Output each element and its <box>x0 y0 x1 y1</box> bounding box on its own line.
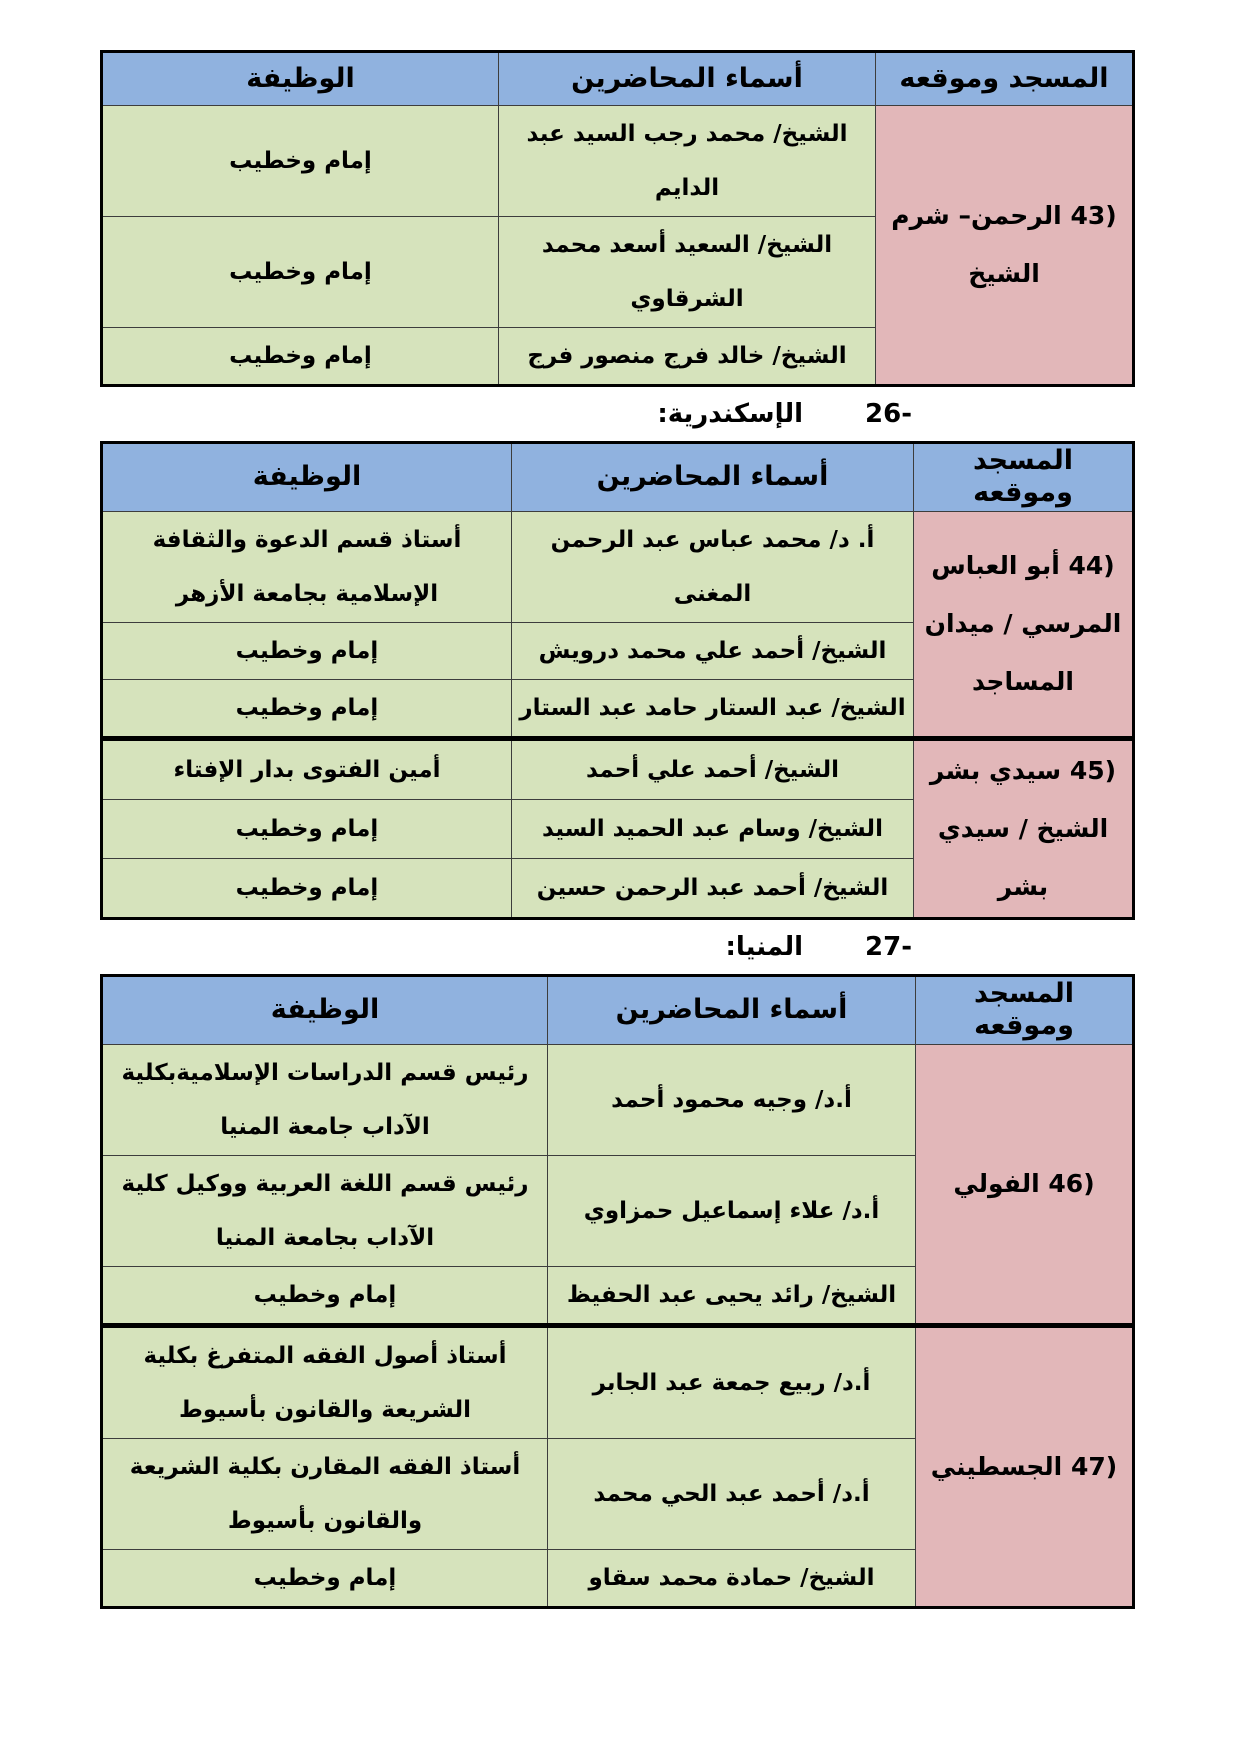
mosque-number: 47) <box>1070 1451 1118 1481</box>
mosque-location-cell <box>914 511 1134 738</box>
role-cell: إمام وخطيب <box>102 622 512 679</box>
lecturer-name-cell: أ. د/ محمد عباس عبد الرحمن المغنى <box>512 511 914 622</box>
column-header-mosque: المسجد وموقعه <box>916 975 1134 1044</box>
mosque-name: الجسطيني <box>930 1451 1063 1481</box>
role-cell: أستاذ أصول الفقه المتفرغ بكلية الشريعة والقانون بأسيوط <box>102 1325 548 1438</box>
role-cell: أستاذ الفقه المقارن بكلية الشريعة والقانون بأسيوط <box>102 1438 548 1549</box>
mosques-table-sharm <box>100 50 1135 387</box>
lecturer-name-cell: الشيخ/ وسام عبد الحميد السيد <box>512 799 914 858</box>
mosque-location-cell <box>914 738 1134 918</box>
mosque-location-cell <box>916 1044 1134 1325</box>
document-content <box>100 50 1132 1609</box>
column-header-lecturers: أسماء المحاضرين <box>499 52 876 106</box>
section-heading-minya <box>100 920 1132 974</box>
table-row <box>102 738 1134 799</box>
mosque-location-cell <box>916 1325 1134 1607</box>
lecturer-name-cell: الشيخ/ عبد الستار حامد عبد الستار <box>512 679 914 738</box>
mosque-name: الرحمن– شرم الشيخ <box>891 201 1062 288</box>
role-cell: إمام وخطيب <box>102 1549 548 1607</box>
role-cell: إمام وخطيب <box>102 858 512 918</box>
lecturer-name-cell: الشيخ/ حمادة محمد سقاو <box>548 1549 916 1607</box>
lecturer-name-cell: أ.د/ علاء إسماعيل حمزاوي <box>548 1155 916 1266</box>
role-cell: إمام وخطيب <box>102 1266 548 1325</box>
lecturer-name-cell: الشيخ/ السعيد أسعد محمد الشرقاوي <box>499 217 876 328</box>
mosque-number: 43) <box>1070 201 1117 230</box>
lecturer-name-cell: أ.د/ وجيه محمود أحمد <box>548 1044 916 1155</box>
column-header-mosque: المسجد وموقعه <box>914 443 1134 512</box>
mosque-name: الفولي <box>953 1168 1040 1198</box>
mosques-table-minya <box>100 974 1135 1609</box>
mosque-number: 45) <box>1069 755 1117 785</box>
table-header-row <box>102 975 1134 1044</box>
lecturer-name-cell: الشيخ/ خالد فرج منصور فرج <box>499 328 876 386</box>
lecturer-name-cell: الشيخ/ أحمد عبد الرحمن حسين <box>512 858 914 918</box>
column-header-lecturers: أسماء المحاضرين <box>512 443 914 512</box>
lecturer-name-cell: الشيخ/ أحمد علي محمد درويش <box>512 622 914 679</box>
section-title: الإسكندرية: <box>657 399 804 429</box>
mosque-location-cell <box>876 106 1134 386</box>
column-header-position: الوظيفة <box>102 52 499 106</box>
role-cell: إمام وخطيب <box>102 799 512 858</box>
table-row <box>102 511 1134 622</box>
lecturer-name-cell: أ.د/ أحمد عبد الحي محمد <box>548 1438 916 1549</box>
mosque-name: سيدي بشر الشيخ / سيدي بشر <box>929 755 1109 901</box>
lecturer-name-cell: أ.د/ ربيع جمعة عبد الجابر <box>548 1325 916 1438</box>
table-header-row <box>102 52 1134 106</box>
role-cell: رئيس قسم الدراسات الإسلاميةبكلية الآداب جامعة المنيا <box>102 1044 548 1155</box>
lecturer-name-cell: الشيخ/ محمد رجب السيد عبد الدايم <box>499 106 876 217</box>
mosque-name: أبو العباس المرسي / ميدان المساجد <box>924 550 1122 696</box>
mosques-table-alexandria <box>100 441 1135 920</box>
role-cell: أمين الفتوى بدار الإفتاء <box>102 738 512 799</box>
column-header-mosque: المسجد وموقعه <box>876 52 1134 106</box>
role-cell: إمام وخطيب <box>102 679 512 738</box>
role-cell: أستاذ قسم الدعوة والثقافة الإسلامية بجامعة الأزهر <box>102 511 512 622</box>
role-cell: إمام وخطيب <box>102 328 499 386</box>
section-number: 26- <box>865 399 912 429</box>
column-header-position: الوظيفة <box>102 975 548 1044</box>
column-header-lecturers: أسماء المحاضرين <box>548 975 916 1044</box>
section-number: 27- <box>865 931 912 962</box>
table-header-row <box>102 443 1134 512</box>
role-cell: إمام وخطيب <box>102 106 499 217</box>
role-cell: رئيس قسم اللغة العربية ووكيل كلية الآداب بجامعة المنيا <box>102 1155 548 1266</box>
lecturer-name-cell: الشيخ/ أحمد علي أحمد <box>512 738 914 799</box>
table-row <box>102 1325 1134 1438</box>
mosque-number: 44) <box>1068 550 1115 580</box>
lecturer-name-cell: الشيخ/ رائد يحيى عبد الحفيظ <box>548 1266 916 1325</box>
role-cell: إمام وخطيب <box>102 217 499 328</box>
column-header-position: الوظيفة <box>102 443 512 512</box>
section-title: المنيا: <box>725 931 804 962</box>
table-row <box>102 1044 1134 1155</box>
mosque-number: 46) <box>1048 1168 1095 1198</box>
table-row <box>102 106 1134 217</box>
section-heading-alexandria <box>100 387 1132 441</box>
